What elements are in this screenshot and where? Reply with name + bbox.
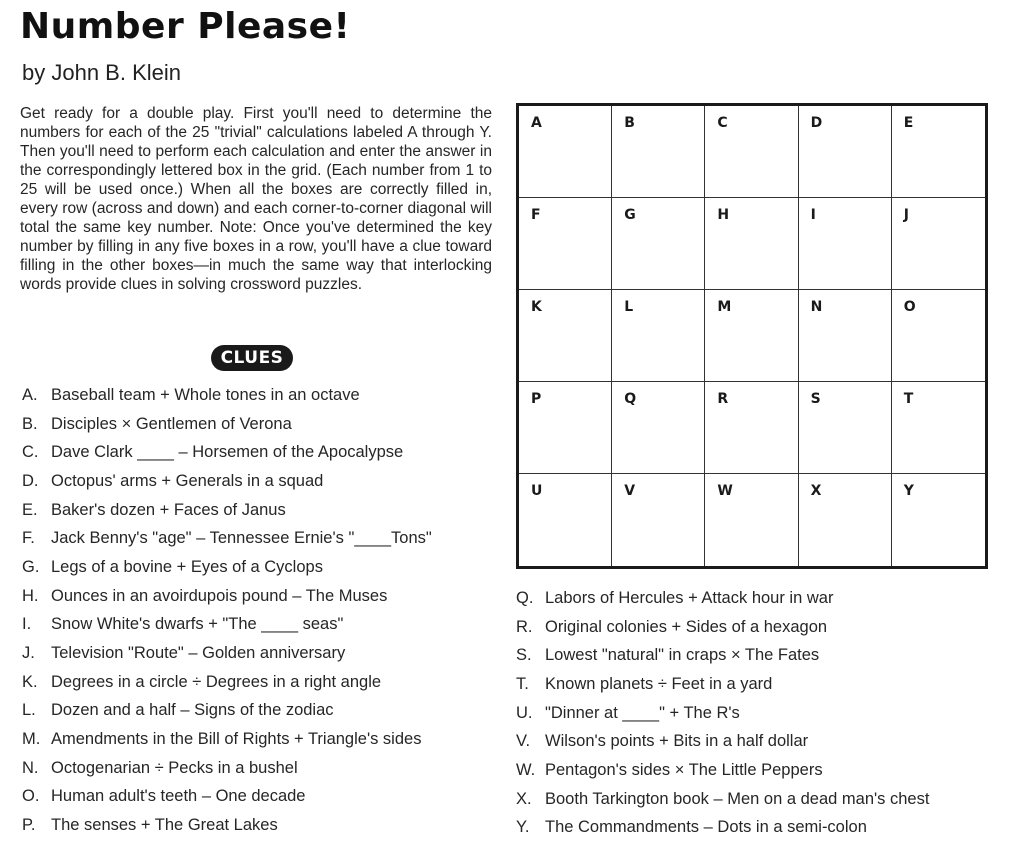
grid-cell[interactable]: [705, 290, 798, 382]
grid-cell[interactable]: [519, 290, 612, 382]
clue-letter: F.: [22, 529, 35, 548]
grid-cell-letter: Y: [903, 483, 914, 499]
clue-item: [22, 783, 432, 812]
grid-cell-letter: D: [810, 115, 823, 131]
clue-text: The Commandments – Dots in a semi-colon: [545, 818, 867, 837]
clue-letter: T.: [516, 674, 529, 693]
clue-text: "Dinner at ____" + The R's: [545, 703, 740, 722]
clue-item: [22, 438, 432, 467]
clue-text: Television "Route" – Golden anniversary: [51, 644, 346, 663]
grid-cell[interactable]: [612, 106, 705, 198]
grid-cell-letter: F: [531, 207, 541, 223]
magic-square-grid: [516, 103, 988, 569]
clue-text: The senses + The Great Lakes: [51, 816, 278, 835]
clue-item: [22, 381, 432, 410]
clue-text: Pentagon's sides × The Little Peppers: [545, 760, 823, 779]
grid-cell[interactable]: [799, 290, 892, 382]
clue-text: Wilson's points + Bits in a half dollar: [545, 732, 809, 751]
clue-text: Octogenarian ÷ Pecks in a bushel: [51, 758, 298, 777]
clue-item: [22, 697, 432, 726]
clue-item: [22, 496, 432, 525]
clue-item: [516, 814, 929, 843]
clue-letter: L.: [22, 701, 36, 720]
clue-letter: I.: [22, 615, 32, 634]
grid-cell-letter: L: [624, 299, 634, 315]
clue-text: Original colonies + Sides of a hexagon: [545, 617, 828, 636]
clue-text: Human adult's teeth – One decade: [51, 787, 306, 806]
clue-text: Degrees in a circle ÷ Degrees in a right angle: [51, 672, 382, 691]
clue-item: [516, 699, 929, 728]
clue-text: Octopus' arms + Generals in a squad: [51, 471, 324, 490]
grid-cell[interactable]: [612, 382, 705, 474]
clue-item: [22, 582, 432, 611]
clue-item: [516, 756, 929, 785]
clue-item: [22, 725, 432, 754]
grid-cell-letter: E: [903, 115, 914, 131]
grid-cell-letter: N: [810, 299, 823, 315]
clue-text: Baker's dozen + Faces of Janus: [51, 500, 286, 519]
clue-letter: C.: [22, 443, 39, 462]
clue-text: Legs of a bovine + Eyes of a Cyclops: [51, 557, 323, 576]
clue-text: Labors of Hercules + Attack hour in war: [545, 588, 834, 607]
clue-text: Known planets ÷ Feet in a yard: [545, 674, 773, 693]
grid-cell-letter: B: [624, 115, 635, 131]
grid-cell[interactable]: [519, 106, 612, 198]
clue-letter: H.: [22, 586, 39, 605]
grid-cell[interactable]: [612, 198, 705, 290]
grid-cell-letter: I: [810, 207, 816, 223]
clue-letter: D.: [22, 471, 39, 490]
clue-item: [22, 639, 432, 668]
grid-cell[interactable]: [799, 106, 892, 198]
grid-cell-letter: P: [531, 391, 542, 407]
clue-letter: K.: [22, 672, 38, 691]
grid-cell-letter: H: [717, 207, 730, 223]
grid-cell-letter: X: [810, 483, 822, 499]
clue-item: [22, 553, 432, 582]
grid-cell[interactable]: [799, 382, 892, 474]
grid-cell[interactable]: [519, 474, 612, 566]
clue-text: Ounces in an avoirdupois pound – The Muses: [51, 586, 388, 605]
grid-cell[interactable]: [799, 474, 892, 566]
grid-cell[interactable]: [612, 474, 705, 566]
clue-item: [516, 670, 929, 699]
clue-text: Lowest "natural" in craps × The Fates: [545, 646, 820, 665]
clue-text: Booth Tarkington book – Men on a dead man's chest: [545, 789, 930, 808]
clue-item: [22, 611, 432, 640]
clue-letter: E.: [22, 500, 38, 519]
clue-letter: W.: [516, 760, 536, 779]
grid-cell-letter: V: [624, 483, 636, 499]
intro-paragraph: Get ready for a double play. First you'll need to determine the numbers for each of the 25 "trivial" calculations labeled A through Y. Then you'll need to perform each calculation and enter the answer in the correspondingly lettered box in the grid. (Each number from 1 to 25 will be used once.) When all the boxes are correctly filled in, every row (across and down) and each corner-to-corner diagonal will total the same key number. Note: Once you've determined the key number by filling in any five boxes in a row, you'll have a clue toward filling in the other boxes—in much the same way that interlocking words provide clues in solving crossword puzzles.: [20, 105, 492, 293]
puzzle-title: Number Please!: [20, 6, 351, 47]
clue-item: [22, 754, 432, 783]
clue-text: Amendments in the Bill of Rights + Triangle's sides: [51, 730, 422, 749]
clue-letter: Y.: [516, 818, 530, 837]
grid-cell[interactable]: [892, 474, 985, 566]
clue-item: [22, 467, 432, 496]
clue-item: [22, 410, 432, 439]
grid-cell-letter: A: [531, 115, 542, 131]
clue-text: Snow White's dwarfs + "The ____ seas": [51, 615, 344, 634]
grid-cell-letter: O: [903, 299, 916, 315]
clue-letter: R.: [516, 617, 533, 636]
grid-cell[interactable]: [705, 474, 798, 566]
clue-item: [516, 727, 929, 756]
clue-letter: X.: [516, 789, 532, 808]
grid-cell-letter: W: [717, 483, 733, 499]
clue-text: Dave Clark ____ – Horsemen of the Apocalypse: [51, 443, 404, 462]
grid-cell-letter: K: [531, 299, 542, 315]
clue-text: Jack Benny's "age" – Tennessee Ernie's "____Tons": [51, 529, 432, 548]
clue-list-left: [22, 381, 432, 840]
grid-cell[interactable]: [519, 382, 612, 474]
clue-text: Baseball team + Whole tones in an octave: [51, 385, 360, 404]
grid-cell[interactable]: [705, 106, 798, 198]
grid-cell-letter: C: [717, 115, 728, 131]
clue-letter: B.: [22, 414, 38, 433]
grid-cell[interactable]: [705, 382, 798, 474]
clue-item: [516, 641, 929, 670]
grid-cell-letter: R: [717, 391, 729, 407]
clue-letter: O.: [22, 787, 40, 806]
grid-cell[interactable]: [799, 198, 892, 290]
grid-cell-letter: U: [531, 483, 543, 499]
clue-letter: G.: [22, 557, 40, 576]
grid-cell[interactable]: [892, 290, 985, 382]
clues-heading-badge: [211, 345, 293, 371]
grid-cell-letter: G: [624, 207, 636, 223]
grid-cell[interactable]: [519, 198, 612, 290]
clue-text: Disciples × Gentlemen of Verona: [51, 414, 292, 433]
grid-cell-letter: J: [903, 207, 910, 223]
grid-cell[interactable]: [612, 290, 705, 382]
grid-cell-letter: S: [810, 391, 821, 407]
grid-cell[interactable]: [892, 198, 985, 290]
grid-cell[interactable]: [892, 106, 985, 198]
clue-letter: U.: [516, 703, 533, 722]
clue-letter: S.: [516, 646, 532, 665]
clue-letter: N.: [22, 758, 39, 777]
grid-cell-letter: T: [903, 391, 914, 407]
grid-cell[interactable]: [892, 382, 985, 474]
clue-letter: A.: [22, 385, 38, 404]
grid-cell-letter: M: [717, 299, 732, 315]
clue-letter: M.: [22, 730, 41, 749]
grid-cell[interactable]: [705, 198, 798, 290]
clue-letter: J.: [22, 644, 35, 663]
clue-letter: Q.: [516, 588, 534, 607]
clue-item: [516, 613, 929, 642]
clue-letter: P.: [22, 816, 36, 835]
byline: by John B. Klein: [22, 60, 181, 85]
clue-item: [22, 524, 432, 553]
clue-item: [22, 811, 432, 840]
clue-list-right: [516, 584, 929, 842]
clue-text: Dozen and a half – Signs of the zodiac: [51, 701, 334, 720]
clue-letter: V.: [516, 732, 531, 751]
clues-heading: CLUES: [220, 348, 284, 368]
grid-cell-letter: Q: [624, 391, 637, 407]
clue-item: [516, 584, 929, 613]
clue-item: [516, 785, 929, 814]
clue-item: [22, 668, 432, 697]
